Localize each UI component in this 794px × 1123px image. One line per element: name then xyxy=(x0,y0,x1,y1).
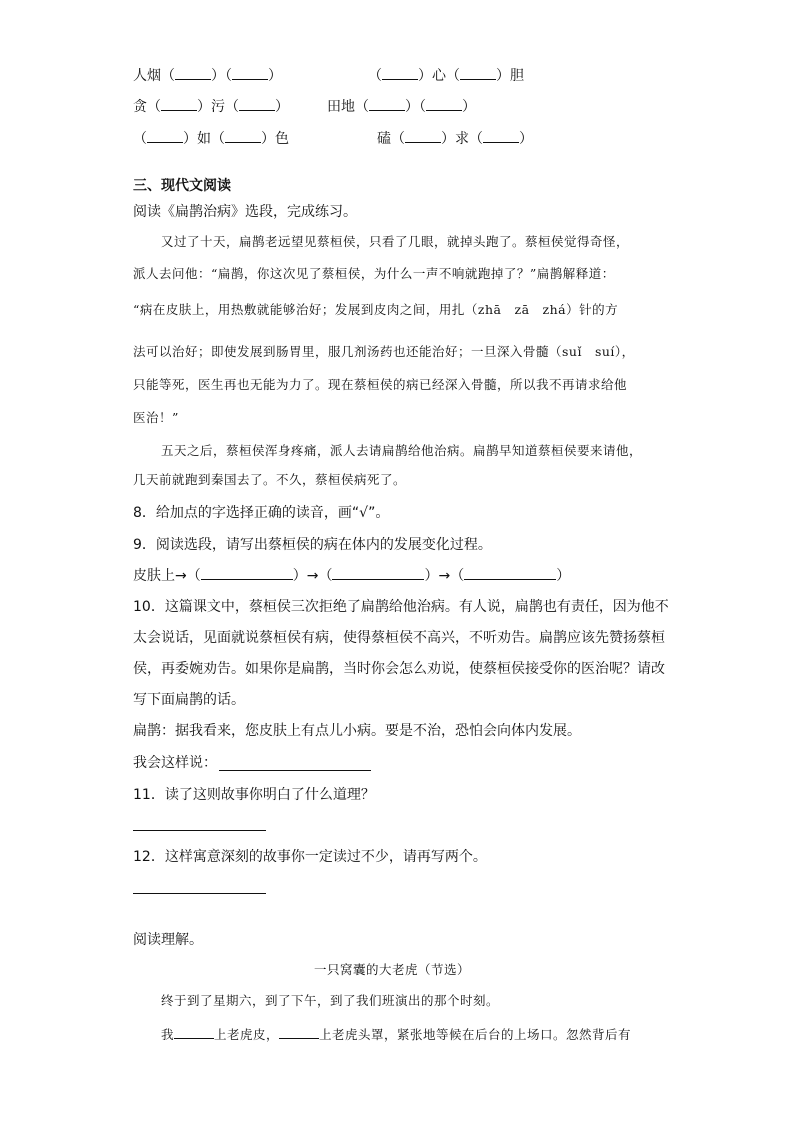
fill-row-1-right: （ ）心（ ）胆 xyxy=(368,65,524,86)
answer-blank[interactable] xyxy=(201,565,293,580)
blank[interactable] xyxy=(382,65,418,80)
q10-answer-line[interactable] xyxy=(219,770,371,771)
blank[interactable] xyxy=(405,128,441,143)
reading-intro-2: 阅读理解。 xyxy=(133,932,203,948)
blank[interactable] xyxy=(426,96,462,111)
fill-row-2-left: 贪（ ）污（ ） xyxy=(133,96,289,117)
blank[interactable] xyxy=(232,65,268,80)
blank[interactable] xyxy=(175,65,211,80)
blank[interactable] xyxy=(460,65,496,80)
blank[interactable] xyxy=(161,96,197,111)
passage-line: 五天之后，蔡桓侯浑身疼痛，派人去请扁鹊给他治病。扁鹊早知道蔡桓侯要来请他， xyxy=(161,443,643,458)
answer-blank[interactable] xyxy=(464,565,556,580)
question-10-line: 太会说话，见面就说蔡桓侯有病，使得蔡桓侯不高兴，不听劝告。扁鹊应该先赞扬蔡桓 xyxy=(133,630,665,646)
question-12: 12．这样寓意深刻的故事你一定读过不少，请再写两个。 xyxy=(133,849,487,865)
passage-line: 医治！” xyxy=(133,410,179,425)
story-title: 一只窝囊的大老虎（节选） xyxy=(314,962,471,977)
question-11: 11．读了这则故事你明白了什么道理？ xyxy=(133,787,375,803)
passage-line: 法可以治好；即使发展到肠胃里，服几剂汤药也还能治好；一旦深入骨髓（suǐ suí）， xyxy=(133,344,635,359)
question-10-line: 10．这篇课文中，蔡桓侯三次拒绝了扁鹊给他治病。有人说，扁鹊也有责任，因为他不 xyxy=(133,599,669,615)
fill-row-2-right: 田地（ ）（ ） xyxy=(327,96,476,117)
q12-answer-line[interactable] xyxy=(133,893,266,894)
blank[interactable] xyxy=(483,128,519,143)
passage-line: 又过了十天，扁鹊老远望见蔡桓侯，只看了几眼，就掉头跑了。蔡桓侯觉得奇怪， xyxy=(161,234,630,249)
passage-line: “病在皮肤上，用热敷就能够治好；发展到皮肉之间，用扎（zhā zā zhá）针的方 xyxy=(133,302,619,317)
q11-answer-line[interactable] xyxy=(133,830,266,831)
story-line: 我 上老虎皮， 上老虎头罩，紧张地等候在后台的上场口。忽然背后有 xyxy=(161,1024,631,1045)
q9-chain: 皮肤上→（ ）→（ ）→（ ） xyxy=(133,565,570,586)
answer-blank[interactable] xyxy=(332,565,424,580)
passage-line: 几天前就跑到秦国去了。不久，蔡桓侯病死了。 xyxy=(133,472,407,487)
q10-answer-label: 我会这样说： xyxy=(133,755,217,771)
blank[interactable] xyxy=(239,96,275,111)
story-line: 终于到了星期六，到了下午，到了我们班演出的那个时刻。 xyxy=(161,993,500,1008)
fill-row-3-left: （ ）如（ ）色 xyxy=(133,128,289,149)
reading-intro: 阅读《扁鹊治病》选段，完成练习。 xyxy=(133,204,357,220)
question-9: 9．阅读选段，请写出蔡桓侯的病在体内的发展变化过程。 xyxy=(133,537,492,553)
section-heading: 三、现代文阅读 xyxy=(133,178,231,194)
blank[interactable] xyxy=(174,1024,214,1039)
blank[interactable] xyxy=(225,128,261,143)
question-10-line: 写下面扁鹊的话。 xyxy=(133,692,245,708)
question-8: 8．给加点的字选择正确的读音，画“√”。 xyxy=(133,505,390,521)
fill-row-1-left: 人烟（ ）（ ） xyxy=(133,65,282,86)
q10-quote: 扁鹊：据我看来，您皮肤上有点儿小病。要是不治，恐怕会向体内发展。 xyxy=(133,723,581,739)
passage-line: 派人去问他：“扁鹊，你这次见了蔡桓侯，为什么一声不响就跑掉了？”扁鹊解释道： xyxy=(133,266,615,281)
fill-row-3-right: 磕（ ）求（ ） xyxy=(377,128,533,149)
blank[interactable] xyxy=(369,96,405,111)
blank[interactable] xyxy=(147,128,183,143)
passage-line: 只能等死，医生再也无能为力了。现在蔡桓侯的病已经深入骨髓，所以我不再请求给他 xyxy=(133,377,628,392)
blank[interactable] xyxy=(279,1024,319,1039)
question-10-line: 侯，再委婉劝告。如果你是扁鹊，当时你会怎么劝说，使蔡桓侯接受你的医治呢？请改 xyxy=(133,661,665,677)
